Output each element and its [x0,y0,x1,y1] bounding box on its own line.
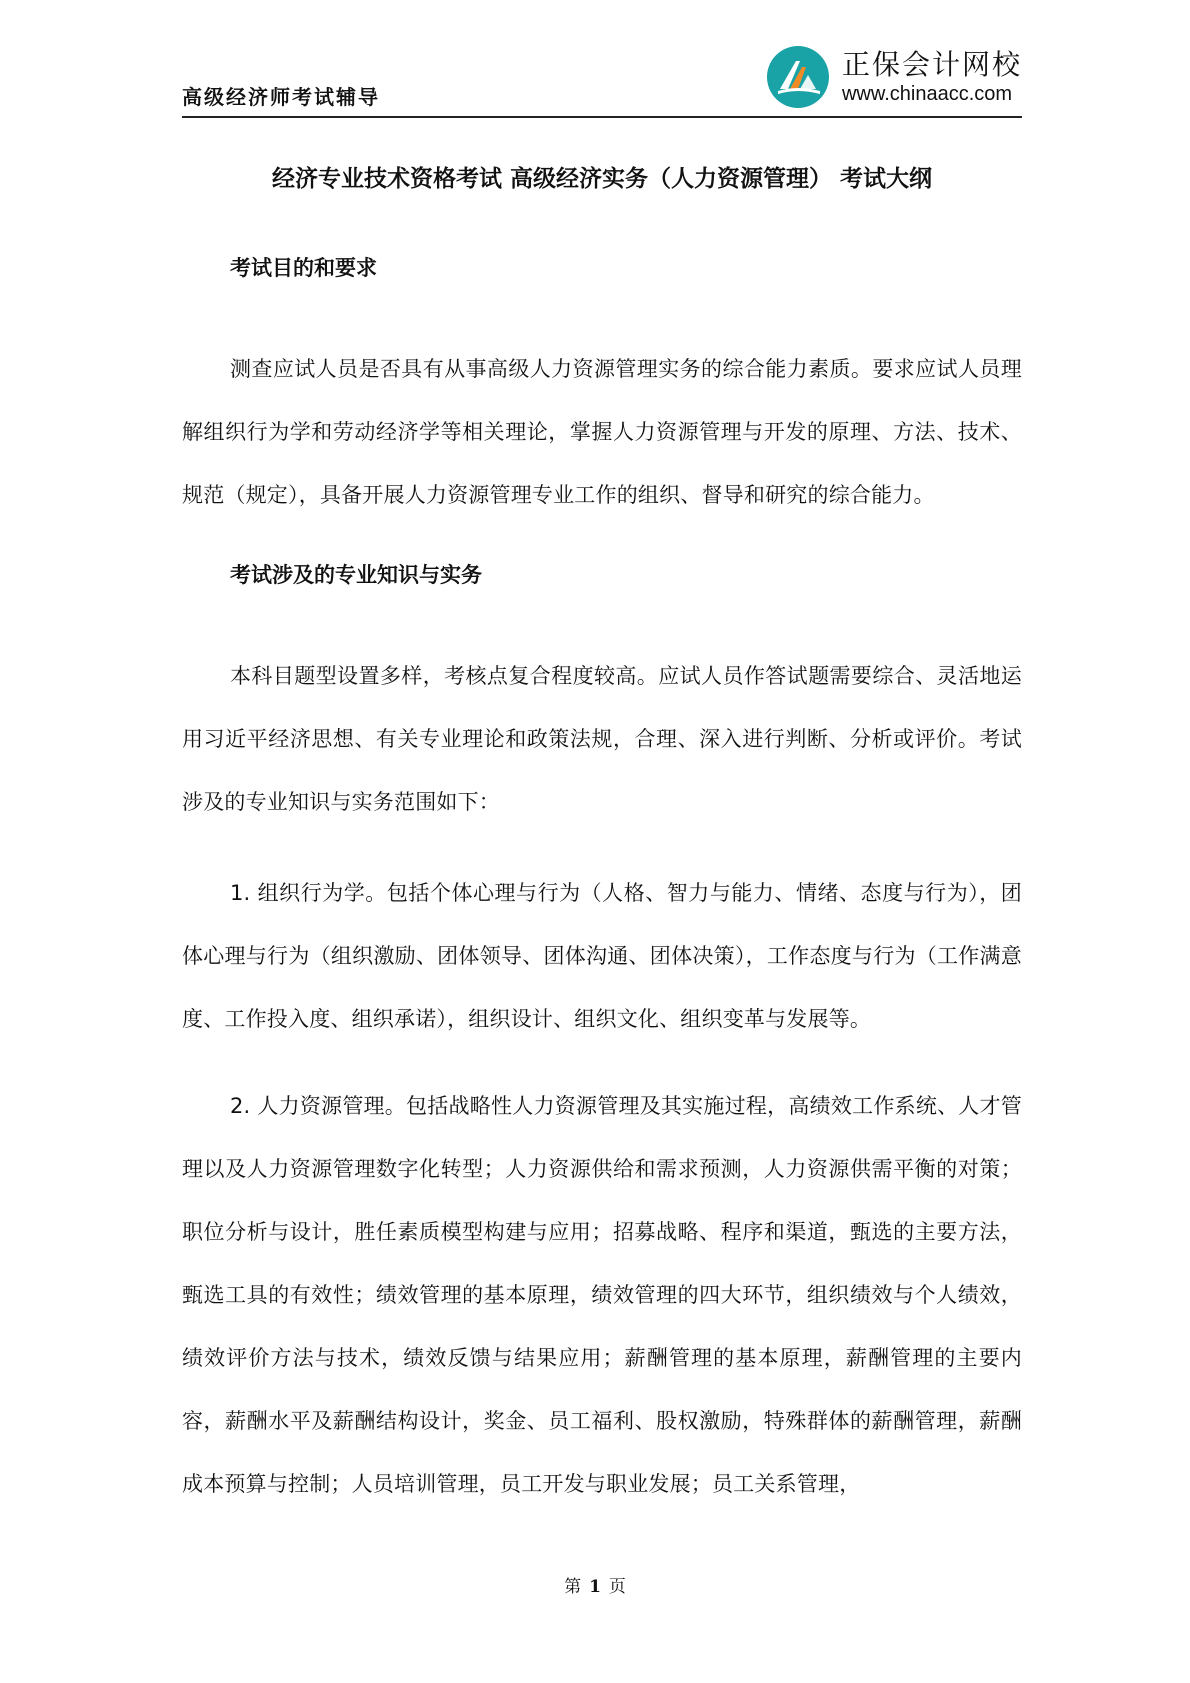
document-body [182,248,1022,1516]
paragraph-knowledge-intro: 本科目题型设置多样，考核点复合程度较高。应试人员作答试题需要综合、灵活地运用习近平经济思想、有关专业理论和政策法规，合理、深入进行判断、分析或评价。考试涉及的专业知识与实务范围如下： [182,664,1022,814]
footer-suffix: 页 [608,1577,626,1597]
section-heading-knowledge: 考试涉及的专业知识与实务 [230,563,482,587]
list-item-organizational-behavior: 1. 组织行为学。包括个体心理与行为（人格、智力与能力、情绪、态度与行为），团体心理与行为（组织激励、团体领导、团体沟通、团体决策），工作态度与行为（工作满意度、工作投入度、组织承诺），组织设计、组织文化、组织变革与发展等。 [182,881,1022,1031]
paragraph-purpose: 测查应试人员是否具有从事高级人力资源管理实务的综合能力素质。要求应试人员理解组织行为学和劳动经济学等相关理论，掌握人力资源管理与开发的原理、方法、技术、规范（规定），具备开展人力资源管理专业工作的组织、督导和研究的综合能力。 [182,357,1022,507]
header-series-title: 高级经济师考试辅导 [182,85,380,109]
brand-name: 正保会计网校 [841,48,1022,81]
section-heading-purpose: 考试目的和要求 [230,256,377,280]
list-item-hr-management: 2. 人力资源管理。包括战略性人力资源管理及其实施过程，高绩效工作系统、人才管理以及人力资源管理数字化转型；人力资源供给和需求预测，人力资源供需平衡的对策；职位分析与设计，胜任素质模型构建与应用；招募战略、程序和渠道，甄选的主要方法，甄选工具的有效性；绩效管理的基本原理，绩效管理的四大环节，组织绩效与个人绩效，绩效评价方法与技术，绩效反馈与结果应用；薪酬管理的基本原理，薪酬管理的主要内容，薪酬水平及薪酬结构设计，奖金、员工福利、股权激励，特殊群体的薪酬管理，薪酬成本预算与控制；人员培训管理，员工开发与职业发展；员工关系管理， [182,1094,1022,1496]
page-number-footer [0,1572,1190,1597]
page-number: 1 [589,1577,601,1597]
brand-logo [766,44,1022,110]
document-title: 经济专业技术资格考试 高级经济实务（人力资源管理） 考试大纲 [271,166,932,192]
page-header [182,40,1022,118]
brand-logo-icon [766,45,830,109]
brand-url: www.chinaacc.com [841,83,1013,105]
footer-prefix: 第 [564,1577,582,1597]
